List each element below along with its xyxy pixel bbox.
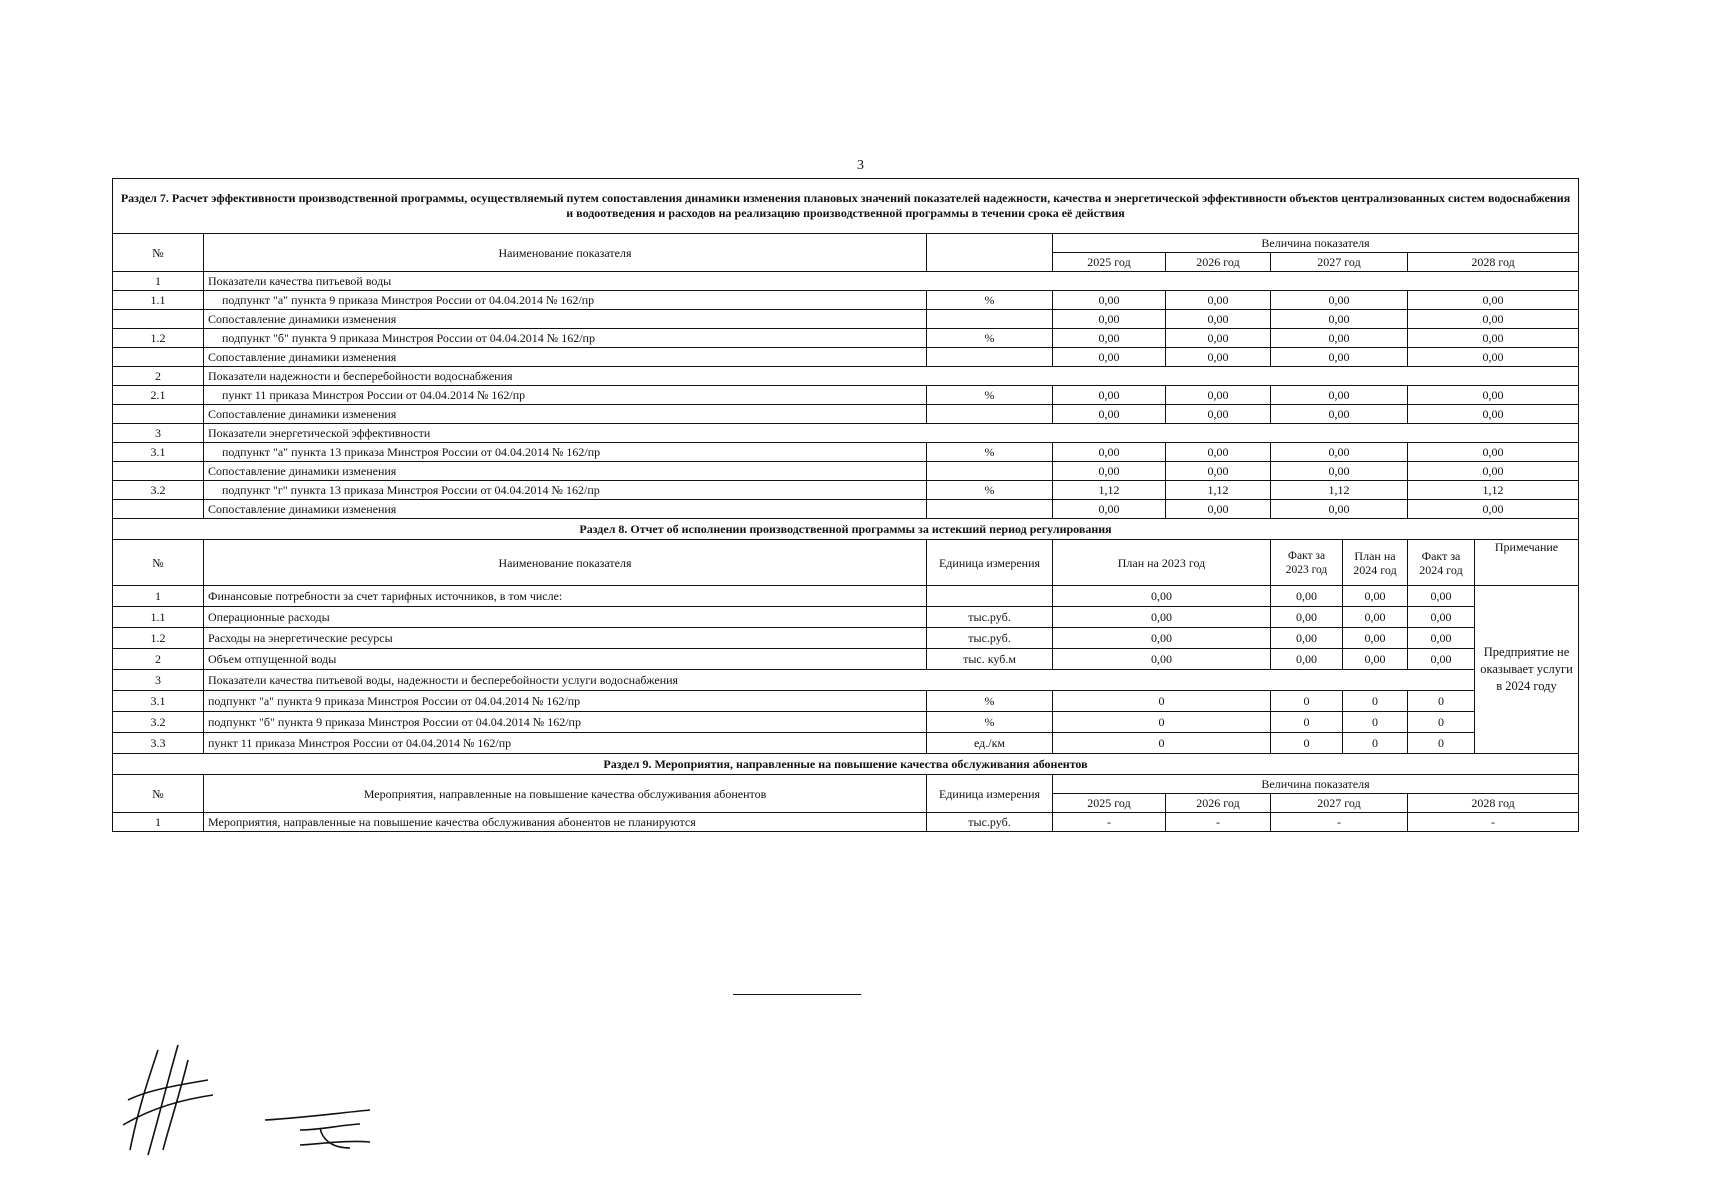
row-value: 0,00 [1271, 462, 1408, 481]
row-fact-2024: 0,00 [1408, 649, 1475, 670]
row-unit: ед./км [927, 733, 1053, 754]
row-unit: % [927, 481, 1053, 500]
row-value: 0,00 [1271, 405, 1408, 424]
section8-row [113, 649, 1579, 670]
header-note: Примечание [1475, 540, 1579, 586]
row-plan-2023: 0,00 [1053, 628, 1271, 649]
row-num: 2.1 [113, 386, 204, 405]
row-unit [927, 500, 1053, 519]
row-fact-2023: 0 [1271, 733, 1343, 754]
row-value: 0,00 [1271, 329, 1408, 348]
row-value: - [1166, 813, 1271, 832]
row-value: 0,00 [1166, 386, 1271, 405]
section8-header-row [113, 540, 1579, 586]
section8-row [113, 670, 1579, 691]
header-value-group: Величина показателя [1053, 775, 1579, 794]
signature-2 [260, 1100, 380, 1160]
row-num: 1 [113, 813, 204, 832]
row-value: 1,12 [1408, 481, 1579, 500]
row-value: 0,00 [1408, 462, 1579, 481]
row-num: 3.2 [113, 712, 204, 733]
row-fact-2024: 0,00 [1408, 586, 1475, 607]
row-value: 0,00 [1271, 310, 1408, 329]
row-value: 0,00 [1166, 329, 1271, 348]
row-group-name: Показатели надежности и бесперебойности водоснабжения [204, 367, 1579, 386]
row-fact-2024: 0,00 [1408, 628, 1475, 649]
row-value: 0,00 [1166, 310, 1271, 329]
row-value: 0,00 [1408, 500, 1579, 519]
header-year: 2027 год [1271, 794, 1408, 813]
row-unit: % [927, 712, 1053, 733]
row-num [113, 500, 204, 519]
row-value: 0,00 [1408, 310, 1579, 329]
row-value: 0,00 [1408, 405, 1579, 424]
row-group-name: Показатели энергетической эффективности [204, 424, 1579, 443]
row-fact-2024: 0 [1408, 733, 1475, 754]
row-value: 0,00 [1053, 462, 1166, 481]
row-num: 2 [113, 367, 204, 386]
header-year: 2028 год [1408, 253, 1579, 272]
row-name: Сопоставление динамики изменения [204, 310, 927, 329]
row-plan-2024: 0,00 [1343, 628, 1408, 649]
row-value: 0,00 [1408, 443, 1579, 462]
row-plan-2024: 0,00 [1343, 586, 1408, 607]
row-name: Объем отпущенной воды [204, 649, 927, 670]
header-fact-2023: Факт за 2023 год [1271, 540, 1343, 586]
row-num: 3.2 [113, 481, 204, 500]
row-plan-2024: 0 [1343, 691, 1408, 712]
header-fact-2024: Факт за 2024 год [1408, 540, 1475, 586]
row-fact-2023: 0,00 [1271, 586, 1343, 607]
row-value: 1,12 [1271, 481, 1408, 500]
header-plan-2024: План на 2024 год [1343, 540, 1408, 586]
section7-row [113, 329, 1579, 348]
row-num: 3 [113, 424, 204, 443]
row-num: 1 [113, 272, 204, 291]
footer-divider [733, 994, 861, 995]
section7-row [113, 405, 1579, 424]
page-number: 3 [857, 158, 864, 173]
signature-1 [118, 1040, 218, 1160]
row-name: Расходы на энергетические ресурсы [204, 628, 927, 649]
row-unit: тыс.руб. [927, 628, 1053, 649]
row-num: 3.1 [113, 691, 204, 712]
section8-title: Раздел 8. Отчет об исполнении производственной программы за истекший период регулирования [113, 519, 1579, 540]
section8-row [113, 607, 1579, 628]
row-num [113, 348, 204, 367]
row-num: 1.1 [113, 291, 204, 310]
row-num: 3.3 [113, 733, 204, 754]
row-num: 1.1 [113, 607, 204, 628]
header-unit [927, 234, 1053, 272]
row-num: 1.2 [113, 628, 204, 649]
row-num: 1 [113, 586, 204, 607]
row-fact-2023: 0 [1271, 712, 1343, 733]
section8-title-row [113, 519, 1579, 540]
row-name: Сопоставление динамики изменения [204, 348, 927, 367]
header-name: Мероприятия, направленные на повышение качества обслуживания абонентов [204, 775, 927, 813]
section7-row [113, 500, 1579, 519]
row-unit: % [927, 443, 1053, 462]
section9-row [113, 813, 1579, 832]
row-name: подпункт "б" пункта 9 приказа Минстроя России от 04.04.2014 № 162/пр [204, 712, 927, 733]
row-plan-2023: 0 [1053, 712, 1271, 733]
section8-row [113, 712, 1579, 733]
row-value: 0,00 [1271, 500, 1408, 519]
row-fact-2024: 0 [1408, 691, 1475, 712]
section7-row [113, 462, 1579, 481]
row-plan-2024: 0 [1343, 712, 1408, 733]
row-unit: тыс. куб.м [927, 649, 1053, 670]
row-plan-2023: 0 [1053, 733, 1271, 754]
row-fact-2023: 0,00 [1271, 649, 1343, 670]
row-num: 2 [113, 649, 204, 670]
row-unit [927, 405, 1053, 424]
section7-title: Раздел 7. Расчет эффективности производственной программы, осуществляемый путем сопоставления динамики изменения плановых значений показателей надежности, качества и энергетической эффективности объектов централизованных систем водоснабжения и водоотведения и расходов на реализацию производственной программы в течении срока её действия [113, 179, 1579, 234]
row-value: 0,00 [1053, 329, 1166, 348]
row-unit: тыс.руб. [927, 813, 1053, 832]
row-value: 0,00 [1271, 348, 1408, 367]
section7-row [113, 443, 1579, 462]
row-plan-2023: 0,00 [1053, 607, 1271, 628]
section7-row [113, 481, 1579, 500]
header-num: № [113, 234, 204, 272]
row-value: 0,00 [1408, 386, 1579, 405]
row-value: 0,00 [1053, 291, 1166, 310]
section7-row [113, 348, 1579, 367]
section9-header-row-1 [113, 775, 1579, 794]
row-plan-2024: 0,00 [1343, 649, 1408, 670]
section7-row [113, 424, 1579, 443]
row-unit: % [927, 691, 1053, 712]
row-name: Финансовые потребности за счет тарифных источников, в том числе: [204, 586, 927, 607]
row-fact-2024: 0 [1408, 712, 1475, 733]
header-unit: Единица измерения [927, 540, 1053, 586]
row-num [113, 462, 204, 481]
row-name: подпункт "а" пункта 9 приказа Минстроя России от 04.04.2014 № 162/пр [204, 691, 927, 712]
section8-row [113, 691, 1579, 712]
row-value: 0,00 [1271, 443, 1408, 462]
row-unit: % [927, 329, 1053, 348]
section7-row [113, 310, 1579, 329]
row-name: Сопоставление динамики изменения [204, 462, 927, 481]
row-unit [927, 348, 1053, 367]
row-num [113, 405, 204, 424]
row-value: 0,00 [1166, 462, 1271, 481]
row-plan-2024: 0,00 [1343, 607, 1408, 628]
row-value: 0,00 [1053, 443, 1166, 462]
row-value: 0,00 [1166, 348, 1271, 367]
header-year: 2026 год [1166, 794, 1271, 813]
row-unit [927, 310, 1053, 329]
header-value-group: Величина показателя [1053, 234, 1579, 253]
header-year: 2026 год [1166, 253, 1271, 272]
row-value: 0,00 [1166, 500, 1271, 519]
row-fact-2023: 0 [1271, 691, 1343, 712]
header-year: 2027 год [1271, 253, 1408, 272]
row-value: 0,00 [1408, 348, 1579, 367]
row-unit [927, 462, 1053, 481]
row-value: 0,00 [1166, 291, 1271, 310]
row-value: 0,00 [1053, 386, 1166, 405]
row-value: 1,12 [1166, 481, 1271, 500]
row-name: Мероприятия, направленные на повышение качества обслуживания абонентов не планируются [204, 813, 927, 832]
row-name: подпункт "б" пункта 9 приказа Минстроя России от 04.04.2014 № 162/пр [204, 329, 927, 348]
row-value: 0,00 [1053, 310, 1166, 329]
row-value: 1,12 [1053, 481, 1166, 500]
row-name: подпункт "а" пункта 13 приказа Минстроя России от 04.04.2014 № 162/пр [204, 443, 927, 462]
row-value: 0,00 [1271, 386, 1408, 405]
row-unit: % [927, 291, 1053, 310]
report-frame [112, 178, 1578, 832]
row-name: Операционные расходы [204, 607, 927, 628]
row-value: - [1408, 813, 1579, 832]
row-fact-2023: 0,00 [1271, 628, 1343, 649]
row-fact-2023: 0,00 [1271, 607, 1343, 628]
section8-row [113, 733, 1579, 754]
row-unit: тыс.руб. [927, 607, 1053, 628]
row-plan-2023: 0,00 [1053, 649, 1271, 670]
section7-row [113, 367, 1579, 386]
row-value: 0,00 [1053, 348, 1166, 367]
row-value: 0,00 [1166, 443, 1271, 462]
row-value: - [1271, 813, 1408, 832]
row-group-name: Показатели качества питьевой воды, надежности и бесперебойности услуги водоснабжения [204, 670, 1475, 691]
row-value: 0,00 [1408, 291, 1579, 310]
row-value: 0,00 [1166, 405, 1271, 424]
row-plan-2023: 0 [1053, 691, 1271, 712]
header-year: 2028 год [1408, 794, 1579, 813]
row-name: подпункт "а" пункта 9 приказа Минстроя России от 04.04.2014 № 162/пр [204, 291, 927, 310]
row-name: пункт 11 приказа Минстроя России от 04.04.2014 № 162/пр [204, 386, 927, 405]
section8-row [113, 586, 1579, 607]
row-num: 1.2 [113, 329, 204, 348]
section9-title-row [113, 754, 1579, 775]
header-name: Наименование показателя [204, 234, 927, 272]
row-name: Сопоставление динамики изменения [204, 405, 927, 424]
header-plan-2023: План на 2023 год [1053, 540, 1271, 586]
header-num: № [113, 775, 204, 813]
section7-header-row-1 [113, 234, 1579, 253]
row-value: 0,00 [1053, 500, 1166, 519]
header-year: 2025 год [1053, 794, 1166, 813]
note-cell: Предприятие не оказывает услуги в 2024 году [1475, 586, 1579, 754]
header-year: 2025 год [1053, 253, 1166, 272]
row-name: Сопоставление динамики изменения [204, 500, 927, 519]
row-name: подпункт "г" пункта 13 приказа Минстроя России от 04.04.2014 № 162/пр [204, 481, 927, 500]
row-plan-2023: 0,00 [1053, 586, 1271, 607]
section8-row [113, 628, 1579, 649]
row-value: - [1053, 813, 1166, 832]
section7-row [113, 291, 1579, 310]
section7-row [113, 272, 1579, 291]
row-num: 3 [113, 670, 204, 691]
report-table [112, 178, 1579, 832]
row-value: 0,00 [1271, 291, 1408, 310]
section9-title: Раздел 9. Мероприятия, направленные на повышение качества обслуживания абонентов [113, 754, 1579, 775]
row-plan-2024: 0 [1343, 733, 1408, 754]
row-unit [927, 586, 1053, 607]
section7-row [113, 386, 1579, 405]
row-fact-2024: 0,00 [1408, 607, 1475, 628]
row-name: пункт 11 приказа Минстроя России от 04.04.2014 № 162/пр [204, 733, 927, 754]
header-unit: Единица измерения [927, 775, 1053, 813]
row-num [113, 310, 204, 329]
row-group-name: Показатели качества питьевой воды [204, 272, 1579, 291]
header-num: № [113, 540, 204, 586]
row-num: 3.1 [113, 443, 204, 462]
row-unit: % [927, 386, 1053, 405]
row-value: 0,00 [1053, 405, 1166, 424]
row-value: 0,00 [1408, 329, 1579, 348]
header-name: Наименование показателя [204, 540, 927, 586]
